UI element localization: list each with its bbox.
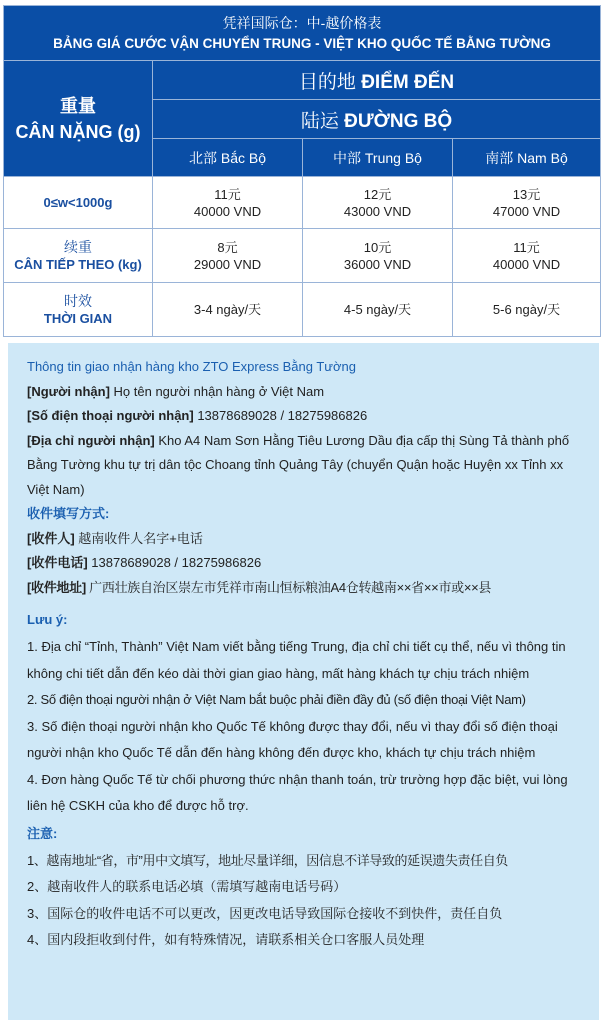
time-cell: 5-6 ngày/天: [453, 283, 601, 337]
region-central: 中部 Trung Bộ: [303, 139, 453, 177]
note-item: 3. Số điện thoại người nhận kho Quốc Tế không được thay đổi, nếu vì thay đổi số điện thoại người nhận kho Quốc Tế dẫn đến hàng không đến được kho, khách tự chịu trách nhiệm: [27, 718, 558, 760]
note-vn-heading: Lưu ý:: [27, 612, 68, 627]
info-line: [收件人] 越南收件人名字+电话: [27, 530, 203, 546]
note-item: 2、越南收件人的联系电话必填（需填写越南电话号码）: [27, 879, 347, 894]
mode-header: 陆运 ĐƯỜNG BỘ: [153, 100, 601, 139]
info-line: [Số điện thoại người nhận] 13878689028 / 18275986826: [27, 408, 368, 423]
price-cell: 12元 43000 VND: [303, 177, 453, 229]
time-cell: 4-5 ngày/天: [303, 283, 453, 337]
info-line: [Địa chỉ người nhận] Kho A4 Nam Sơn Hằng Tiêu Lương Dầu địa cấp thị Sùng Tả thành phố Bằng Tường khu tự trị dân tộc Choang tỉnh Quảng Tây (chuyển Quận hoặc Huyện xx Tỉnh xx Việt Nam): [27, 432, 570, 497]
title-vn: BẢNG GIÁ CƯỚC VẬN CHUYỂN TRUNG - VIỆT KHO QUỐC TẾ BẰNG TƯỜNG: [53, 35, 551, 51]
table-row: [4, 229, 601, 283]
price-cell: 13元 47000 VND: [453, 177, 601, 229]
row-label: 续重 CÂN TIẾP THEO (kg): [4, 229, 153, 283]
table-row: [4, 177, 601, 229]
price-cell: 11元 40000 VND: [453, 229, 601, 283]
price-table: [3, 5, 601, 337]
price-cell: 8元 29000 VND: [153, 229, 303, 283]
row-label: 0≤w<1000g: [4, 177, 153, 229]
note-item: 3、国际仓的收件电话不可以更改，因更改电话导致国际仓接收不到快件，责任自负: [27, 905, 503, 921]
row-label: 时效 THỜI GIAN: [4, 283, 153, 337]
info-line: [收件电话] 13878689028 / 18275986826: [27, 555, 262, 570]
info-heading: Thông tin giao nhận hàng kho ZTO Express Bằng Tường: [27, 359, 356, 374]
info-panel: [8, 343, 599, 1020]
note-item: 4. Đơn hàng Quốc Tế từ chối phương thức nhận thanh toán, trừ trường hợp đặc biệt, vui lòng liên hệ CSKH của kho để được hỗ trợ.: [27, 771, 568, 813]
table-row: [4, 283, 601, 337]
info-line: [收件地址] 广西壮族自治区崇左市凭祥市南山恒标粮油A4仓转越南××省××市或××县: [27, 579, 492, 595]
region-north: 北部 Bắc Bộ: [153, 139, 303, 177]
note-cn-heading: 注意:: [27, 825, 58, 841]
price-cell: 11元 40000 VND: [153, 177, 303, 229]
destination-header: 目的地 ĐIỂM ĐẾN: [153, 61, 601, 100]
note-item: 4、国内段拒收到付件，如有特殊情况，请联系相关仓口客服人员处理: [27, 932, 425, 947]
title-cn: 凭祥国际仓：中-越价格表: [222, 14, 382, 31]
cn-heading: 收件填写方式:: [27, 506, 110, 521]
info-line: [Người nhận] Họ tên người nhận hàng ở Việt Nam: [27, 383, 325, 399]
table-title: [4, 6, 601, 61]
note-item: 1、越南地址“省，市”用中文填写，地址尽量详细，因信息不详导致的延误遗失责任自负: [27, 852, 508, 868]
time-cell: 3-4 ngày/天: [153, 283, 303, 337]
region-south: 南部 Nam Bộ: [453, 139, 601, 177]
price-cell: 10元 36000 VND: [303, 229, 453, 283]
weight-header: 重量 CÂN NẶNG (g): [4, 61, 153, 177]
note-item: 1. Địa chỉ “Tỉnh, Thành” Việt Nam viết bằng tiếng Trung, địa chỉ chi tiết cụ thể, nếu vì thông tin không chi tiết dẫn đến kéo dài thời gian giao hàng, mất hàng khách tự chịu trách nhiệm: [27, 639, 566, 681]
note-item: 2. Số điện thoại người nhận ở Việt Nam bắt buộc phải điền đầy đủ (số điện thoại Việt Nam): [27, 692, 526, 707]
